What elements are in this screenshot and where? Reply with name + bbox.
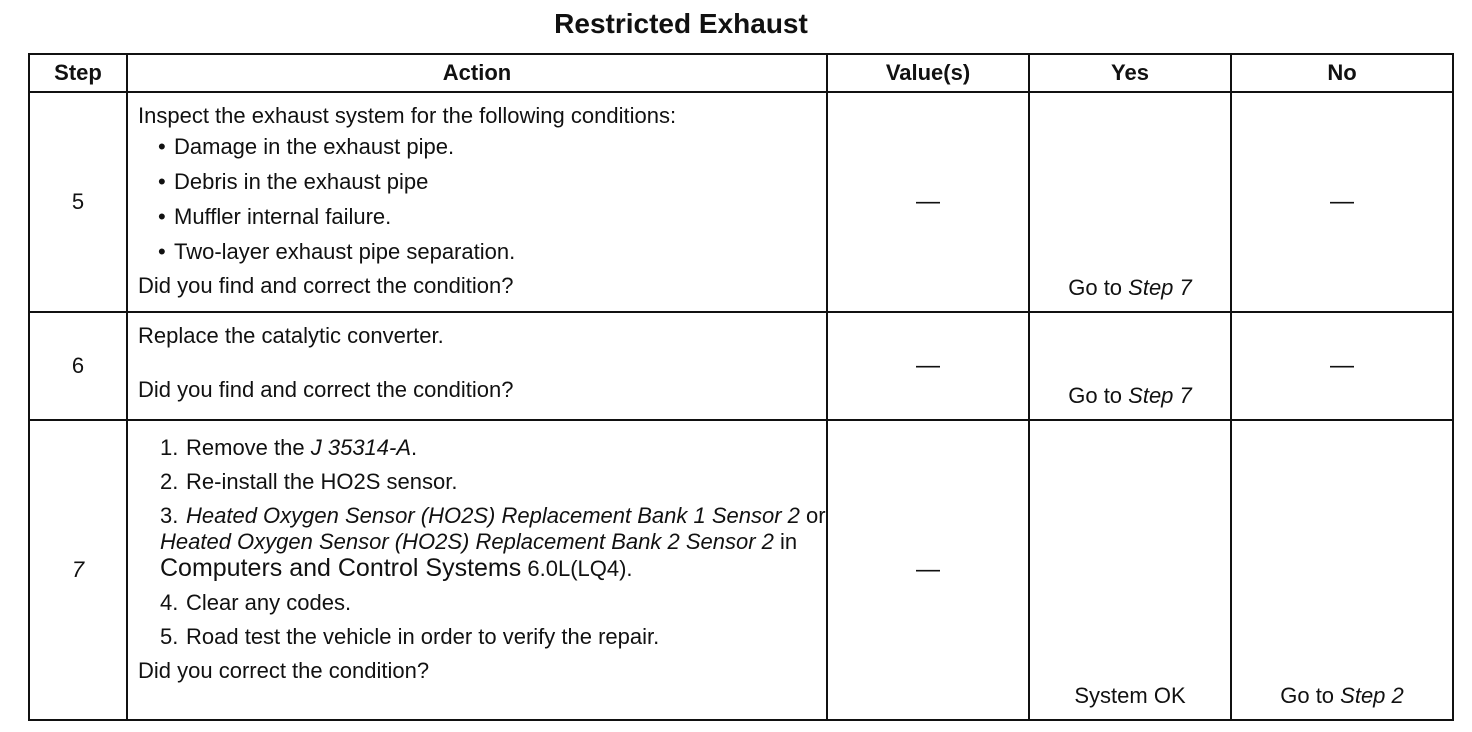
action-question: Did you find and correct the condition? bbox=[138, 273, 514, 298]
header-no: No bbox=[1231, 54, 1453, 92]
table-row bbox=[29, 92, 1453, 312]
value-cell: — bbox=[827, 92, 1029, 312]
header-step: Step bbox=[29, 54, 127, 92]
procedure-link[interactable]: Heated Oxygen Sensor (HO2S) Replacement Bank 2 Sensor 2 bbox=[160, 529, 774, 554]
step-link[interactable]: Step 7 bbox=[1128, 383, 1192, 408]
list-item: 3. Heated Oxygen Sensor (HO2S) Replacement Bank 1 Sensor 2 or Heated Oxygen Sensor (HO2S) Replacement Bank 2 Sensor 2 in Computers and Control Systems 6.0L(LQ4). bbox=[160, 503, 826, 582]
table-row bbox=[29, 312, 1453, 420]
table-row bbox=[29, 420, 1453, 720]
value-cell: — bbox=[827, 420, 1029, 720]
action-question: Did you correct the condition? bbox=[138, 658, 430, 683]
value-cell: — bbox=[827, 312, 1029, 420]
list-item: • Two-layer exhaust pipe separation. bbox=[158, 234, 826, 269]
action-cell bbox=[127, 92, 827, 312]
list-item: • Debris in the exhaust pipe bbox=[158, 164, 826, 199]
action-cell bbox=[127, 420, 827, 720]
step-number: 6 bbox=[29, 312, 127, 420]
yes-cell: Go to Step 7 bbox=[1029, 92, 1231, 312]
header-values: Value(s) bbox=[827, 54, 1029, 92]
list-item: 5. Road test the vehicle in order to verify the repair. bbox=[160, 624, 660, 649]
yes-cell: Go to Step 7 bbox=[1029, 312, 1231, 420]
section-reference: Computers and Control Systems bbox=[160, 554, 522, 582]
header-action: Action bbox=[127, 54, 827, 92]
step-number: 7 bbox=[29, 420, 127, 720]
list-item: • Muffler internal failure. bbox=[158, 199, 826, 234]
no-cell: — bbox=[1231, 92, 1453, 312]
action-cell bbox=[127, 312, 827, 420]
page-title: Restricted Exhaust bbox=[554, 8, 808, 39]
step-link[interactable]: Step 7 bbox=[1128, 275, 1192, 300]
diagnostic-table bbox=[28, 53, 1454, 721]
list-item: 2. Re-install the HO2S sensor. bbox=[160, 469, 458, 494]
yes-cell: System OK bbox=[1029, 420, 1231, 720]
condition-list bbox=[128, 129, 826, 269]
no-cell: Go to Step 2 bbox=[1231, 420, 1453, 720]
procedure-link[interactable]: Heated Oxygen Sensor (HO2S) Replacement Bank 1 Sensor 2 bbox=[186, 503, 800, 528]
table-header-row bbox=[29, 54, 1453, 92]
header-yes: Yes bbox=[1029, 54, 1231, 92]
no-cell: — bbox=[1231, 312, 1453, 420]
action-question: Did you find and correct the condition? bbox=[138, 377, 514, 402]
list-item: 1. Remove the J 35314-A. bbox=[160, 435, 418, 460]
step-number: 5 bbox=[29, 92, 127, 312]
step-link[interactable]: Step 2 bbox=[1340, 683, 1404, 708]
procedure-list bbox=[128, 421, 826, 654]
list-item: • Damage in the exhaust pipe. bbox=[158, 129, 826, 164]
action-intro: Inspect the exhaust system for the following conditions: bbox=[138, 103, 677, 128]
action-intro: Replace the catalytic converter. bbox=[138, 323, 444, 348]
tool-reference: J 35314-A bbox=[310, 435, 412, 460]
list-item: 4. Clear any codes. bbox=[160, 590, 352, 615]
